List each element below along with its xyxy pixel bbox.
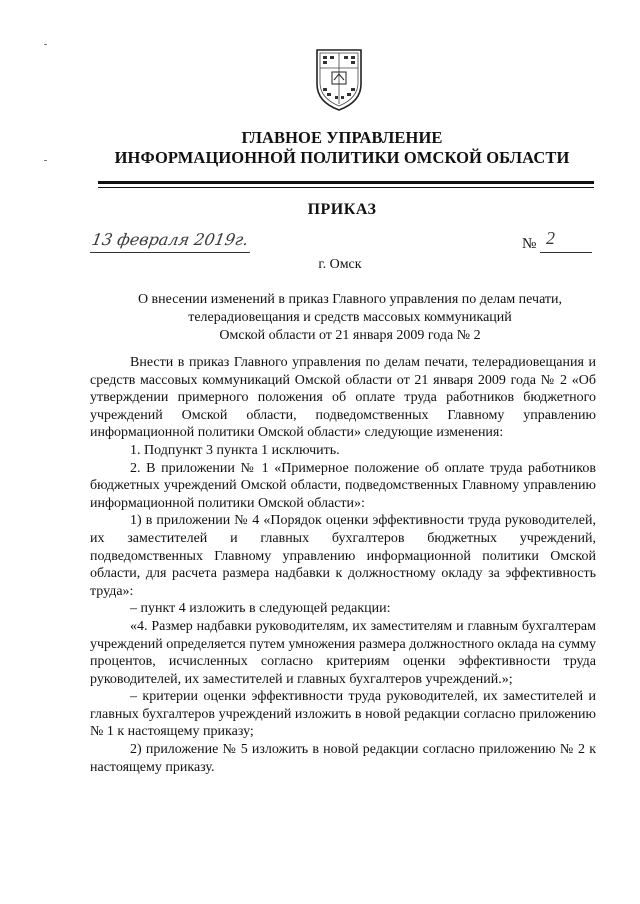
scan-artifact — [44, 160, 47, 161]
omsk-coat-of-arms-emblem — [313, 46, 365, 112]
body-paragraph: «4. Размер надбавки руководителям, их заместителям и главным бухгалтерам учреждений определяется путем умножения размера должностного оклада на сумму процентов, исчисленных согласно критериям оценки эффективности труда руководителей, их заместителей и главных бухгалтеров учреждений.»; — [90, 618, 596, 687]
header-divider-thick — [98, 181, 594, 184]
scan-artifact — [44, 44, 47, 45]
organization-name-line1: ГЛАВНОЕ УПРАВЛЕНИЕ — [241, 128, 443, 147]
handwritten-date: 13 февраля 2019г. — [90, 230, 250, 249]
body-paragraph: 1) в приложении № 4 «Порядок оценки эффективности труда руководителей, их заместителей и главных бухгалтеров бюджетных учреждений, подведомственных Главному управлению информационной политики Омской области, для расчета размера надбавки к должностному окладу за эффективность труда»: — [90, 513, 596, 599]
header-divider-thin — [98, 187, 594, 188]
body-paragraph: 2) приложение № 5 изложить в новой редакции согласно приложению № 2 к настоящему приказу. — [90, 742, 596, 775]
document-body — [90, 354, 596, 776]
city-name: г. Омск — [318, 257, 362, 272]
body-paragraph: – критерии оценки эффективности труда руководителей, их заместителей и главных бухгалтеров учреждений изложить в новой редакции согласно приложению № 1 к настоящему приказу; — [90, 689, 596, 740]
subject-line: О внесении изменений в приказ Главного управления по делам печати, — [137, 292, 563, 307]
date-underline — [90, 252, 250, 253]
handwritten-number: 2 — [546, 228, 555, 248]
body-paragraph: Внести в приказ Главного управления по делам печати, телерадиовещания и средств массовых коммуникаций Омской области от 21 января 2009 года № 2 «Об утверждении примерного положения об оплате труда работников бюджетного учреждений Омской области, подведомственных Главному управлению информационной политики Омской области» следующие изменения: — [90, 355, 596, 441]
number-label: № — [522, 236, 537, 252]
document-type-title: ПРИКАЗ — [307, 201, 377, 218]
body-paragraph: 2. В приложении № 1 «Примерное положение об оплате труда работников бюджетных учреждений Омской области, подведомственных Главному управлению информационной политики Омской области»: — [90, 460, 596, 511]
body-paragraph: 1. Подпункт 3 пункта 1 исключить. — [130, 442, 340, 458]
subject-line: телерадиовещания и средств массовых коммуникаций — [188, 310, 512, 325]
body-paragraph: – пункт 4 изложить в следующей редакции: — [130, 601, 391, 617]
organization-name-line2: ИНФОРМАЦИОННОЙ ПОЛИТИКИ ОМСКОЙ ОБЛАСТИ — [114, 148, 570, 167]
number-underline — [540, 252, 592, 253]
subject-line: Омской области от 21 января 2009 года № 2 — [219, 328, 481, 343]
document-subject — [100, 291, 600, 345]
